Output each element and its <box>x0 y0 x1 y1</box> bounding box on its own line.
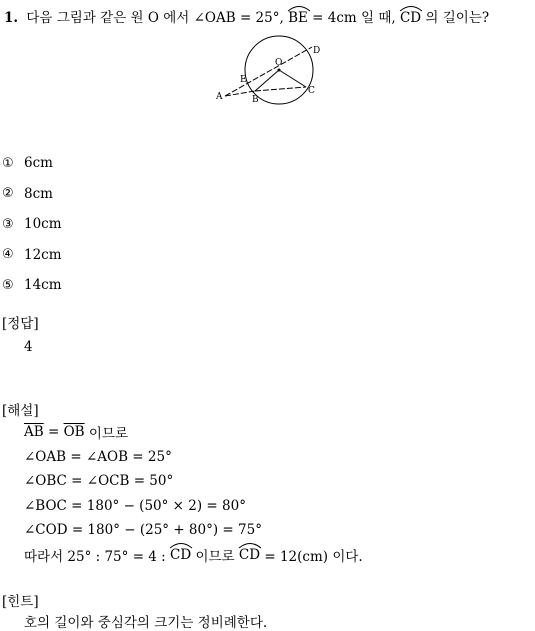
label-e: E <box>240 75 247 85</box>
answer-value: 4 <box>24 339 33 355</box>
arc-be: BE <box>288 10 308 26</box>
choice-text: 14cm <box>24 277 62 294</box>
answer-heading: [정답] <box>2 316 39 332</box>
solution-line-2: ∠OAB = ∠AOB = 25° <box>24 448 172 465</box>
solution-body <box>24 420 363 567</box>
segment-ob: $\overline{OB}$ <box>63 424 85 441</box>
hint-text: 호의 길이와 중심각의 크기는 정비례한다. <box>24 615 268 631</box>
label-d: D <box>313 46 321 56</box>
solution-line-5: ∠COD = 180° − (25° + 80°) = 75° <box>24 522 262 539</box>
arc-cd: CD <box>239 547 260 563</box>
choice-mark: ⑤ <box>2 277 14 293</box>
label-c: C <box>308 86 315 96</box>
label-a: A <box>216 92 223 102</box>
label-o: O <box>275 58 283 68</box>
question-text-after: 의 길이는? <box>425 10 490 26</box>
arc-cd: CD <box>170 547 191 563</box>
solution-line-4: ∠BOC = 180° − (50° × 2) = 80° <box>24 497 246 514</box>
line-bc <box>255 87 306 91</box>
solution-line-1: $\overline{AB}$ = $\overline{OB}$ 이므로 <box>24 424 128 443</box>
arc-cd: CD <box>400 10 421 26</box>
question-number: 1. <box>4 10 19 26</box>
solution-line-3: ∠OBC = ∠OCB = 50° <box>24 473 174 490</box>
solution-line-6: 따라서 25° : 75° = 4 : CD 이므로 CD = 12(cm) 이다. <box>24 543 363 568</box>
choice-mark: ③ <box>2 216 14 232</box>
question-text-mid: = 4cm 일 때, <box>312 10 396 26</box>
question-text-before: 다음 그림과 같은 원 O 에서 ∠OAB = 25°, <box>26 10 284 26</box>
choice-mark: ① <box>2 155 14 171</box>
center-dot <box>278 69 281 72</box>
choices-list <box>2 148 62 301</box>
choice-4[interactable] <box>2 240 62 271</box>
question-text <box>4 6 489 26</box>
hint-heading: [힌트] <box>2 594 39 610</box>
choice-text: 6cm <box>24 155 53 172</box>
circle-figure <box>210 32 325 110</box>
choice-text: 8cm <box>24 185 53 202</box>
choice-3[interactable] <box>2 209 62 240</box>
choice-mark: ② <box>2 186 14 202</box>
line-oc <box>279 70 306 87</box>
segment-ab: $\overline{AB}$ <box>24 424 44 441</box>
choice-mark: ④ <box>2 247 14 263</box>
line-ad <box>225 47 312 96</box>
choice-text: 10cm <box>24 216 62 233</box>
choice-1[interactable] <box>2 148 62 179</box>
choice-5[interactable] <box>2 270 62 301</box>
label-b: B <box>252 95 259 105</box>
solution-heading: [해설] <box>2 403 39 419</box>
choice-2[interactable] <box>2 179 62 210</box>
line-ob <box>255 70 279 91</box>
choice-text: 12cm <box>24 246 62 263</box>
